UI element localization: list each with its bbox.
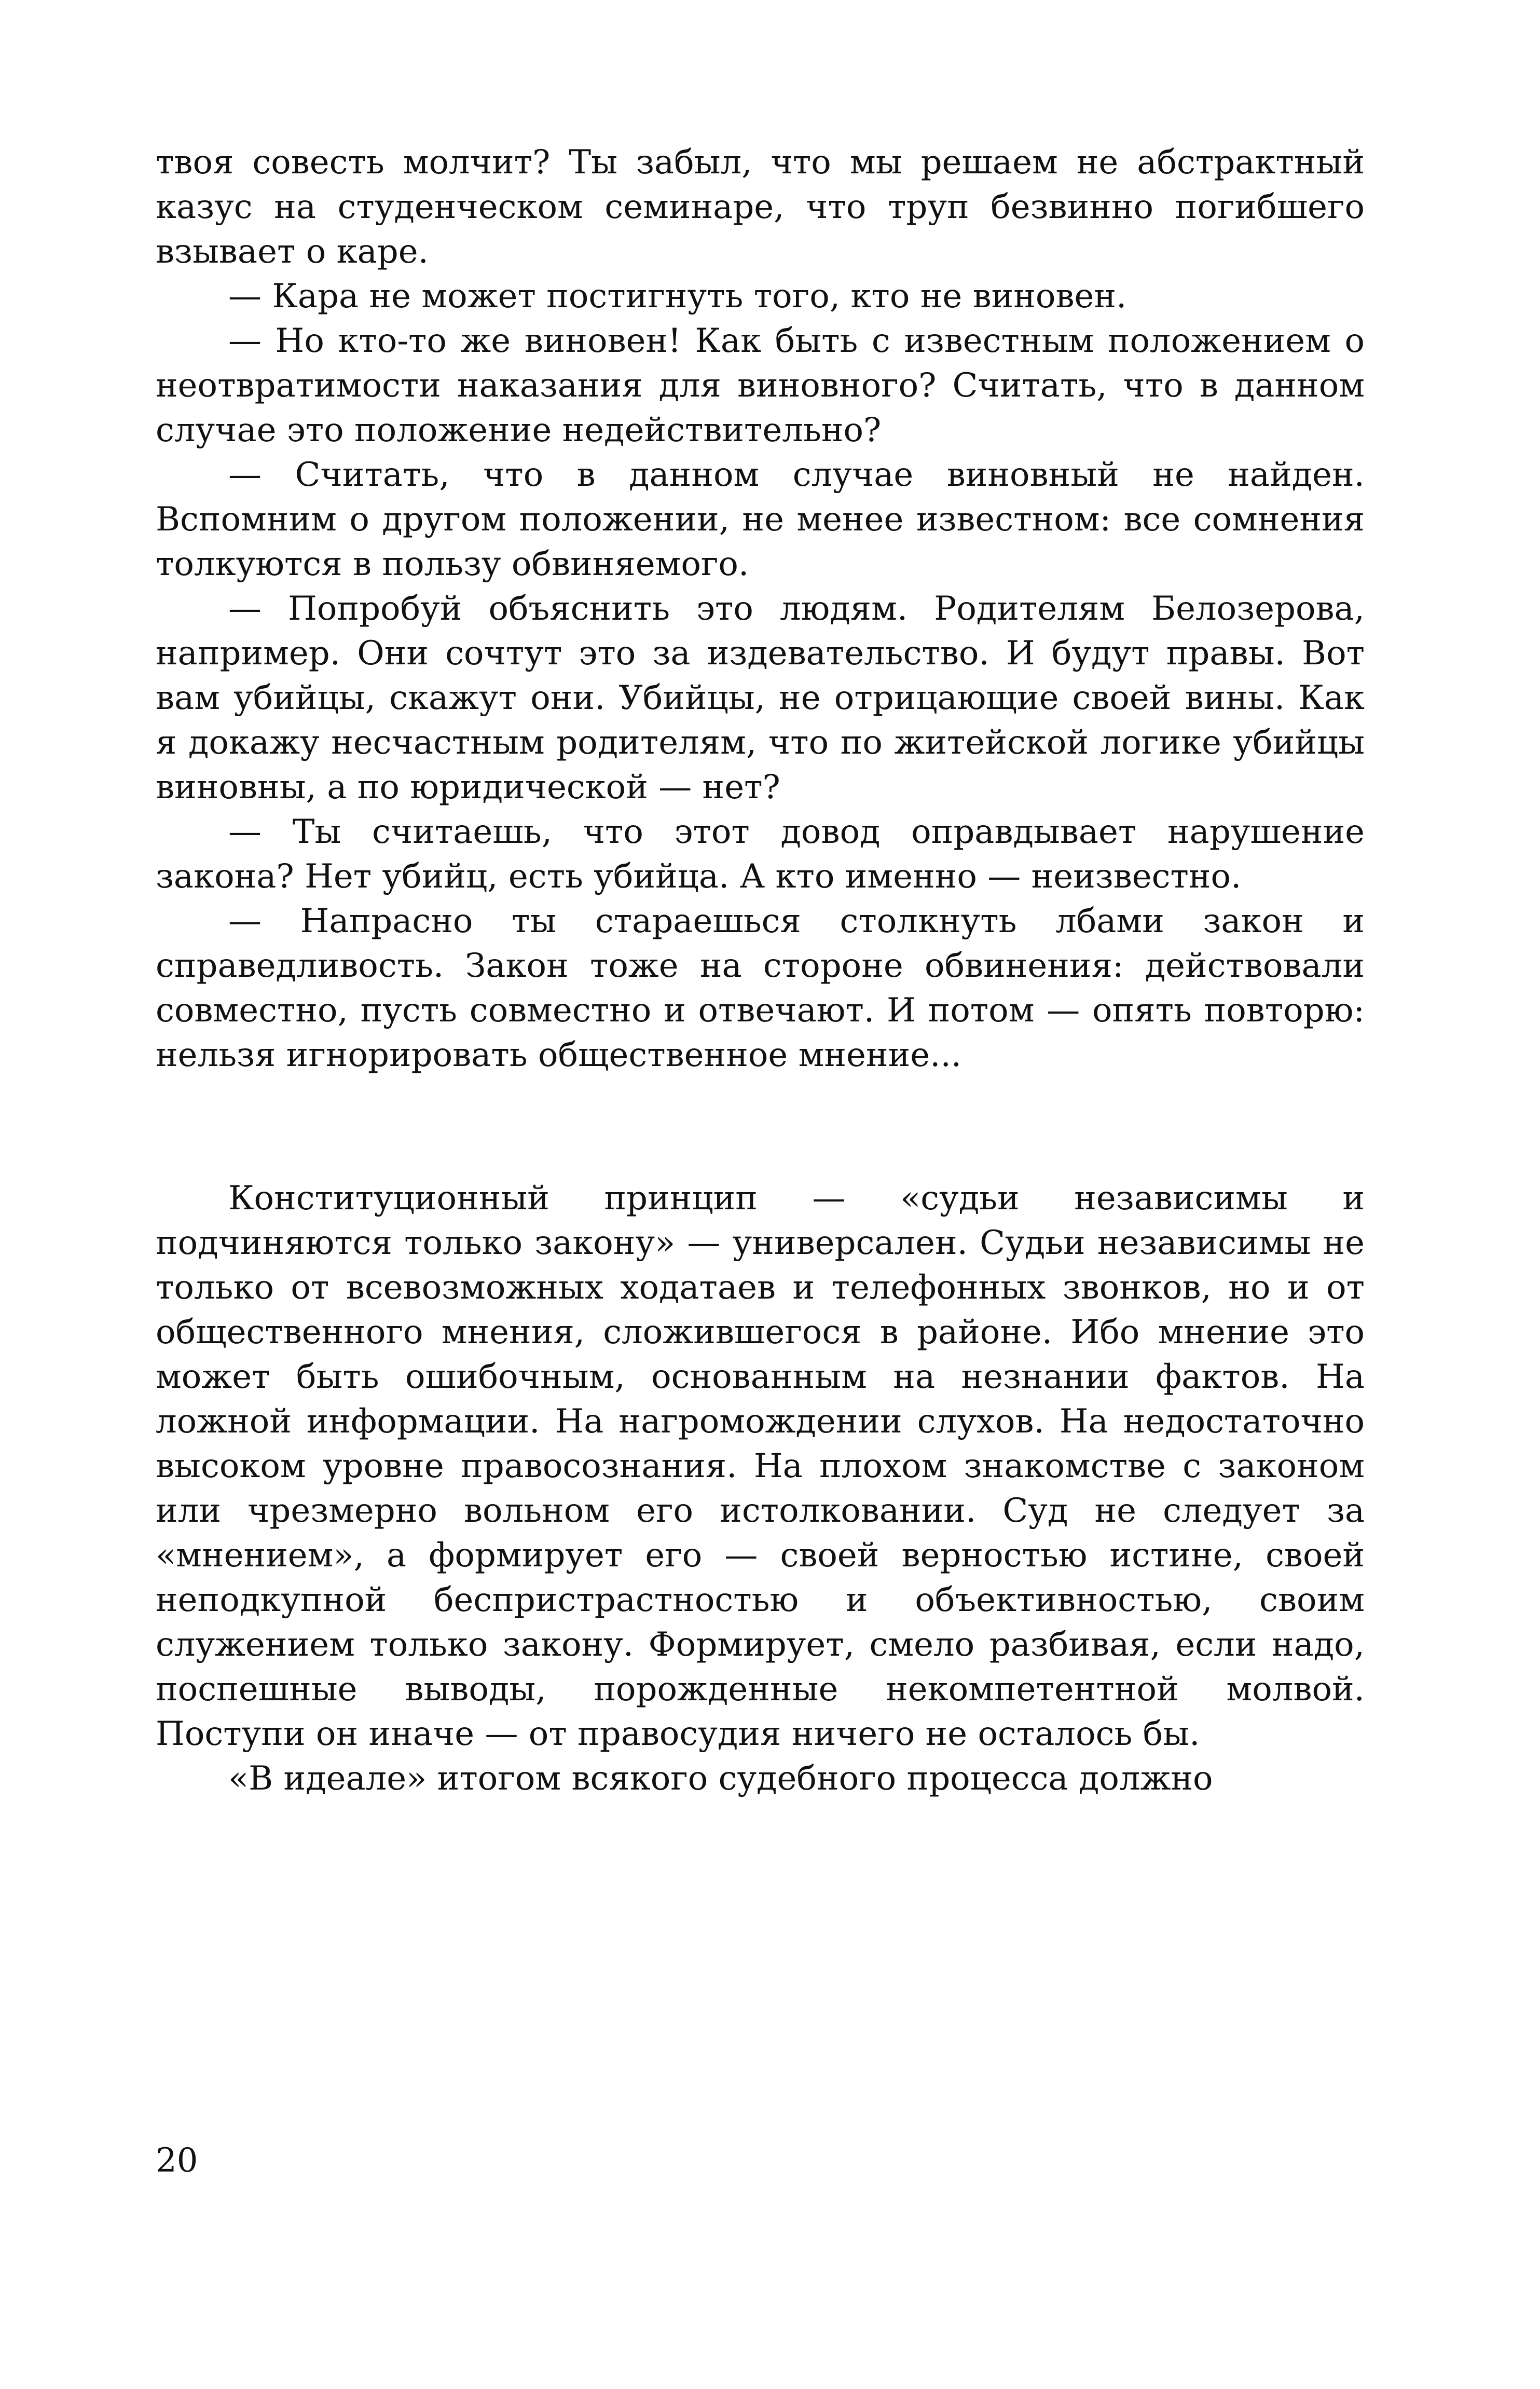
paragraph: — Напрасно ты стараешься столкнуть лбами закон и справедливость. Закон тоже на стороне обвинения: действовали совместно, пусть совместно и отвечают. И потом — опять повторю: нельзя игнорировать общественное мнение... <box>156 902 1365 1074</box>
page-number: 20 <box>156 2141 198 2180</box>
paragraph: Конституционный принцип — «судьи независимы и подчиняются только закону» — универсален. Судьи независимы не только от всевозможных ходатаев и телефонных звонков, но и от общественного мнения, сложившегося в районе. Ибо мнение это может быть ошибочным, основанным на незнании фактов. На ложной информации. На нагромождении слухов. На недостаточно высоком уровне правосознания. На плохом знакомстве с законом или чрезмерно вольном его истолковании. Суд не следует за «мнением», а формирует его — своей верностью истине, своей неподкупной беспристрастностью и объективностью, своим служением только закону. Формирует, смело разбивая, если надо, поспешные выводы, порожденные некомпетентной молвой. Поступи он иначе — от правосудия ничего не осталось бы. <box>156 1179 1365 1753</box>
section-break <box>156 1077 1365 1176</box>
paragraph: — Кара не может постигнуть того, кто не виновен. <box>228 277 1127 316</box>
paragraph: твоя совесть молчит? Ты забыл, что мы решаем не абстрактный казус на студенческом семинаре, что труп безвинно погибшего взывает о каре. <box>156 143 1365 271</box>
paragraph: — Но кто-то же виновен! Как быть с известным положением о неотвратимости наказания для виновного? Считать, что в данном случае это положение недействительно? <box>156 322 1365 449</box>
paragraph: — Ты считаешь, что этот довод оправдывает нарушение закона? Нет убийц, есть убийца. А кто именно — неизвестно. <box>156 813 1365 896</box>
paragraph: — Считать, что в данном случае виновный не найден. Вспомним о другом положении, не менее известном: все сомнения толкуются в пользу обвиняемого. <box>156 456 1365 583</box>
page-body <box>156 140 1365 1801</box>
paragraph: «В идеале» итогом всякого судебного процесса должно <box>228 1759 1213 1798</box>
paragraph: — Попробуй объяснить это людям. Родителям Белозерова, например. Они сочтут это за издевательство. И будут правы. Вот вам убийцы, скажут они. Убийцы, не отрицающие своей вины. Как я докажу несчастным родителям, что по житейской логике убийцы виновны, а по юридической — нет? <box>156 590 1365 807</box>
